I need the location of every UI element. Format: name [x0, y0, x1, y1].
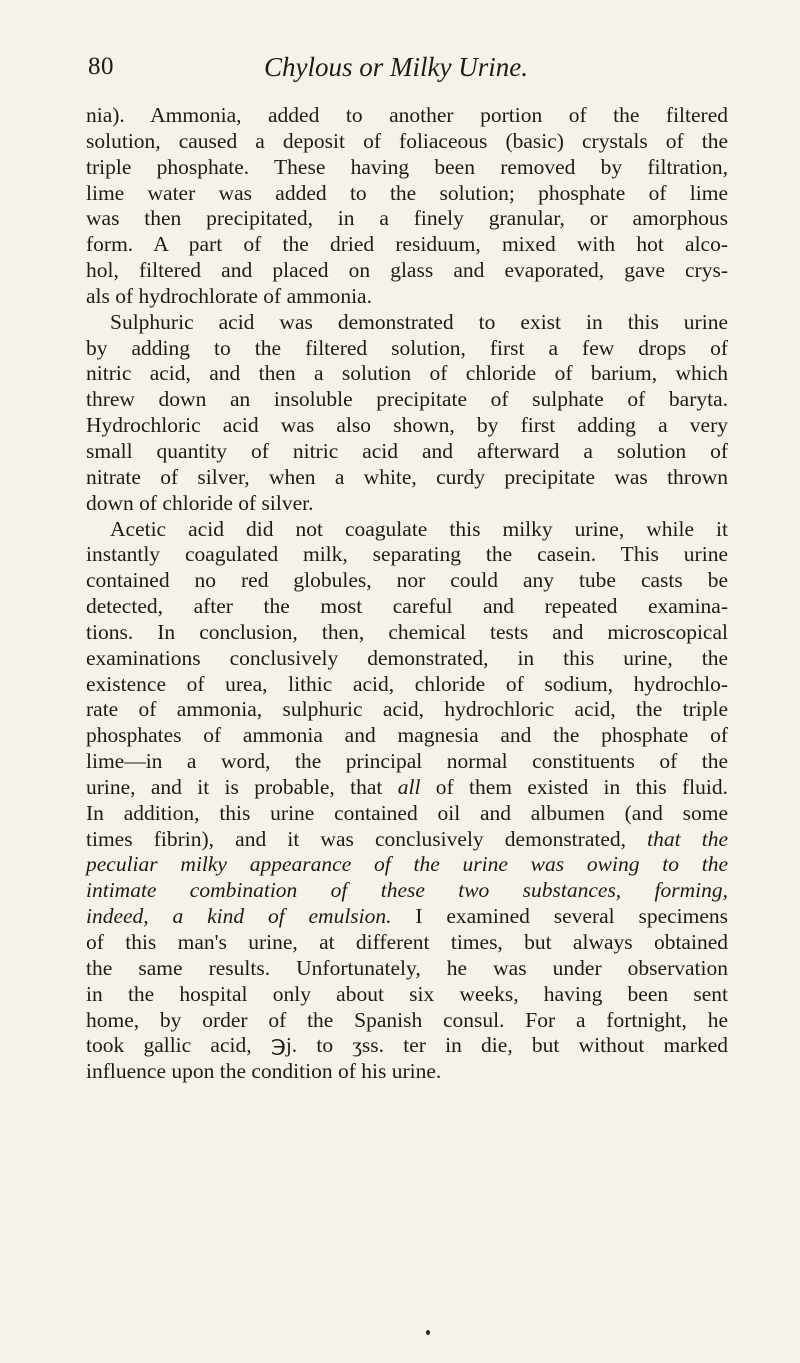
italic-run: all [397, 774, 421, 799]
text-line [86, 1059, 728, 1085]
text-run: was then precipitated, in a finely granular, or amorphous [86, 206, 728, 231]
body-text [86, 103, 728, 1085]
text-run: contained no red globules, nor could any tube casts be [86, 568, 728, 593]
text-run: triple phosphate. These having been removed by filtration, [86, 154, 728, 179]
text-line [86, 852, 728, 878]
text-run: in the hospital only about six weeks, having been sent [86, 981, 728, 1006]
text-line [86, 620, 728, 646]
page-number: 80 [88, 53, 114, 80]
text-run: I examined several specimens [391, 904, 729, 929]
italic-run: intimate combination of these two substances, forming, [86, 878, 728, 903]
text-run: Acetic acid did not coagulate this milky urine, while it [110, 516, 728, 541]
text-run: of this man's urine, at different times, but always obtained [86, 930, 728, 954]
text-run: als of hydrochlorate of ammonia. [86, 283, 372, 308]
text-run: phosphates of ammonia and magnesia and the phosphate of [86, 723, 728, 748]
text-run: influence upon the condition of his urine. [86, 1059, 442, 1084]
text-line [86, 1008, 728, 1034]
text-line [86, 336, 728, 362]
text-run: form. A part of the dried residuum, mixed with hot alco- [86, 232, 728, 257]
text-line [86, 568, 728, 594]
text-line [86, 465, 728, 491]
text-line [86, 697, 728, 723]
text-run: nitric acid, and then a solution of chloride of barium, which [86, 361, 728, 386]
text-line [86, 930, 728, 956]
text-line [86, 103, 728, 129]
italic-run: peculiar milky appearance of the urine was owing to the [86, 852, 728, 877]
text-line [86, 827, 728, 853]
running-title: Chylous or Milky Urine. [264, 52, 528, 82]
text-line [86, 672, 728, 698]
text-run: hol, filtered and placed on glass and evaporated, gave crys- [86, 258, 728, 283]
text-run: lime—in a word, the principal normal constituents of the [86, 749, 728, 774]
text-run: detected, after the most careful and repeated examina- [86, 594, 728, 619]
text-run: examinations conclusively demonstrated, in this urine, the [86, 645, 728, 670]
italic-run: indeed, a kind of emulsion. [86, 904, 392, 929]
print-speck [426, 1330, 430, 1335]
italic-run: that the [647, 826, 729, 851]
text-run: Hydrochloric acid was also shown, by first adding a very [86, 413, 728, 438]
text-line [86, 749, 728, 775]
text-line [86, 956, 728, 982]
text-line [86, 594, 728, 620]
text-line [86, 258, 728, 284]
text-line [86, 387, 728, 413]
text-run: solution, caused a deposit of foliaceous (basic) crystals of the [86, 128, 728, 153]
text-line [86, 646, 728, 672]
text-line [86, 413, 728, 439]
text-run: the same results. Unfortunately, he was under observation [86, 955, 728, 980]
text-run: nia). Ammonia, added to another portion of the filtered [86, 103, 728, 127]
text-line [86, 361, 728, 387]
text-line [86, 310, 728, 336]
text-line [86, 904, 728, 930]
text-line [86, 723, 728, 749]
running-head [88, 52, 728, 82]
text-line [86, 181, 728, 207]
text-run: lime water was added to the solution; phosphate of lime [86, 180, 728, 205]
text-line [86, 1033, 728, 1059]
text-line [86, 206, 728, 232]
text-line [86, 232, 728, 258]
text-line [86, 542, 728, 568]
text-run: threw down an insoluble precipitate of sulphate of baryta. [86, 387, 728, 412]
text-line [86, 982, 728, 1008]
text-line [86, 129, 728, 155]
text-run: times fibrin), and it was conclusively demonstrated, [86, 826, 648, 851]
text-run: tions. In conclusion, then, chemical tests and microscopical [86, 619, 728, 644]
text-line [86, 155, 728, 181]
text-run: In addition, this urine contained oil and albumen (and some [86, 800, 728, 825]
text-run: Sulphuric acid was demonstrated to exist in this urine [110, 309, 728, 334]
text-run: took gallic acid, ℈j. to ʒss. ter in die, but without marked [86, 1033, 728, 1058]
text-line [86, 284, 728, 310]
text-run: down of chloride of silver. [86, 490, 314, 515]
text-line [86, 439, 728, 465]
text-run: rate of ammonia, sulphuric acid, hydrochloric acid, the triple [86, 697, 728, 722]
text-run: nitrate of silver, when a white, curdy precipitate was thrown [86, 464, 728, 489]
text-line [86, 517, 728, 543]
text-line [86, 878, 728, 904]
text-run: urine, and it is probable, that [86, 774, 398, 799]
text-line [86, 491, 728, 517]
text-run: of them existed in this fluid. [420, 774, 728, 799]
text-line [86, 801, 728, 827]
text-run: existence of urea, lithic acid, chloride of sodium, hydrochlo- [86, 671, 728, 696]
text-run: by adding to the filtered solution, first a few drops of [86, 335, 728, 360]
text-run: small quantity of nitric acid and afterward a solution of [86, 438, 728, 463]
text-run: home, by order of the Spanish consul. For a fortnight, he [86, 1007, 728, 1032]
text-line [86, 775, 728, 801]
text-run: instantly coagulated milk, separating the casein. This urine [86, 542, 728, 567]
